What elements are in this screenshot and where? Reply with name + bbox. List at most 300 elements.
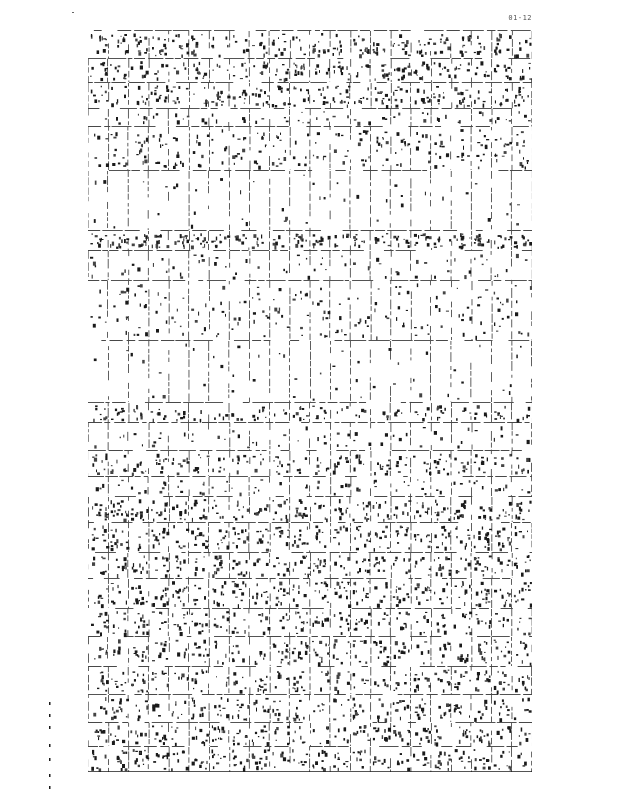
ink-fleck <box>296 65 297 68</box>
ink-fleck <box>126 542 129 544</box>
ink-fleck <box>529 501 531 504</box>
ink-fleck <box>94 602 96 603</box>
ink-fleck <box>131 487 133 490</box>
ink-fleck <box>207 135 209 138</box>
ink-fleck <box>306 647 308 649</box>
ink-fleck <box>286 271 288 273</box>
ink-fleck <box>382 236 384 238</box>
ink-fleck <box>160 511 162 515</box>
ink-fleck <box>153 500 155 504</box>
ink-fleck <box>161 64 164 68</box>
ink-fleck <box>496 47 498 50</box>
ink-fleck <box>205 546 208 549</box>
ink-fleck <box>243 119 245 123</box>
ink-fleck <box>484 657 486 661</box>
ink-fleck <box>468 537 470 540</box>
ink-fleck <box>287 530 289 531</box>
ink-fleck <box>475 430 478 431</box>
ink-fleck <box>153 603 155 607</box>
ink-fleck <box>134 433 137 435</box>
ink-fleck <box>494 418 497 420</box>
ink-fleck <box>385 526 388 529</box>
ink-fleck <box>220 365 223 368</box>
ink-fleck <box>140 245 143 247</box>
ink-fleck <box>447 260 448 262</box>
ink-fleck <box>481 591 482 594</box>
ink-fleck <box>407 291 410 294</box>
ink-fleck <box>494 322 495 326</box>
ink-fleck <box>106 588 108 589</box>
ink-fleck <box>231 488 232 489</box>
ink-fleck <box>244 301 247 303</box>
ink-fleck <box>192 654 195 656</box>
ink-fleck <box>298 163 301 166</box>
ink-fleck <box>140 37 142 38</box>
ink-fleck <box>435 535 437 539</box>
ink-fleck <box>402 69 405 73</box>
ink-fleck <box>427 510 428 514</box>
ink-fleck <box>343 161 346 165</box>
ink-fleck <box>284 157 287 161</box>
ink-fleck <box>478 557 480 559</box>
ink-fleck <box>304 67 305 70</box>
ink-fleck <box>525 589 527 590</box>
ink-fleck <box>159 247 161 249</box>
ink-fleck <box>336 658 339 660</box>
ink-fleck <box>440 41 442 42</box>
ink-fleck <box>215 505 217 507</box>
ink-fleck <box>103 49 105 52</box>
ink-fleck <box>278 573 280 576</box>
ink-fleck <box>388 245 391 246</box>
ink-fleck <box>377 238 379 241</box>
ink-fleck <box>529 79 532 80</box>
ink-fleck <box>238 322 239 326</box>
ink-fleck <box>98 244 101 248</box>
ink-fleck <box>138 285 141 287</box>
ink-fleck <box>112 587 113 591</box>
ink-fleck <box>525 569 527 572</box>
ink-fleck <box>429 468 430 470</box>
ink-fleck <box>504 655 507 658</box>
ink-fleck <box>344 567 345 569</box>
ink-fleck <box>146 335 147 337</box>
ink-fleck <box>102 534 104 535</box>
ink-fleck <box>233 134 235 137</box>
ink-fleck <box>197 71 200 74</box>
ink-fleck <box>284 643 285 644</box>
ink-fleck <box>321 238 324 239</box>
ink-fleck <box>126 514 129 516</box>
ink-fleck <box>140 462 142 466</box>
ink-fleck <box>187 240 190 244</box>
ink-fleck <box>335 235 337 238</box>
ink-fleck <box>235 41 237 43</box>
ink-fleck <box>477 620 479 624</box>
ink-fleck <box>256 593 258 596</box>
ink-fleck <box>527 415 530 417</box>
ink-fleck <box>263 61 265 64</box>
ink-fleck <box>164 415 166 417</box>
ink-fleck <box>478 531 481 535</box>
ink-fleck <box>220 178 223 181</box>
ink-fleck <box>442 146 445 148</box>
ink-fleck <box>334 588 336 589</box>
ink-fleck <box>202 568 205 571</box>
ink-fleck <box>383 98 385 99</box>
ink-fleck <box>336 34 338 37</box>
ink-fleck <box>500 548 502 551</box>
ink-fleck <box>400 88 403 90</box>
ink-fleck <box>263 458 264 460</box>
ink-fleck <box>461 139 464 141</box>
ink-fleck <box>93 95 96 97</box>
ink-fleck <box>234 613 236 617</box>
ink-fleck <box>246 49 249 52</box>
ink-fleck <box>460 558 462 560</box>
ink-fleck <box>486 597 488 600</box>
ink-fleck <box>464 660 466 664</box>
ink-fleck <box>340 68 342 72</box>
ink-fleck <box>294 660 297 663</box>
ink-fleck <box>396 164 398 166</box>
ink-fleck <box>122 566 125 569</box>
ink-fleck <box>282 64 285 65</box>
ink-fleck <box>245 584 246 588</box>
ink-fleck <box>179 45 181 48</box>
ink-fleck <box>437 461 440 465</box>
ink-fleck <box>172 507 175 511</box>
ink-fleck <box>266 144 267 146</box>
ink-fleck <box>386 199 388 202</box>
ink-fleck <box>165 641 167 643</box>
ink-fleck <box>94 458 97 462</box>
ink-fleck <box>227 96 230 99</box>
ink-fleck <box>464 105 465 109</box>
ink-fleck <box>328 236 331 240</box>
ink-fleck <box>137 334 140 336</box>
ink-fleck <box>286 499 288 500</box>
ink-fleck <box>153 135 155 138</box>
ink-fleck <box>297 255 300 257</box>
ink-fleck <box>194 418 196 421</box>
ink-fleck <box>307 574 310 575</box>
ink-fleck <box>479 345 480 347</box>
ink-fleck <box>246 69 247 72</box>
ink-fleck <box>442 542 443 545</box>
ink-fleck <box>183 603 185 606</box>
ink-fleck <box>159 372 162 373</box>
ink-fleck <box>99 239 101 241</box>
ink-fleck <box>515 548 518 549</box>
ink-fleck <box>378 506 381 509</box>
ink-fleck <box>525 644 527 648</box>
ink-fleck <box>301 641 303 645</box>
ink-fleck <box>183 589 185 590</box>
ink-fleck <box>486 602 487 604</box>
ink-fleck <box>462 314 464 317</box>
ink-fleck <box>298 585 299 589</box>
ink-fleck <box>359 455 360 459</box>
ink-fleck <box>279 535 281 538</box>
ink-fleck <box>178 34 180 38</box>
ink-fleck <box>376 258 379 262</box>
ink-fleck <box>235 236 237 238</box>
ink-fleck <box>509 120 511 121</box>
ink-fleck <box>396 461 399 464</box>
ink-fleck <box>341 256 342 258</box>
ink-fleck <box>280 620 283 622</box>
ink-fleck <box>239 302 240 304</box>
ink-fleck <box>296 412 299 415</box>
ink-fleck <box>498 542 500 545</box>
ink-fleck <box>494 68 496 72</box>
ink-fleck <box>278 473 280 475</box>
ink-fleck <box>346 89 349 93</box>
ink-fleck <box>316 654 319 657</box>
ink-fleck <box>401 149 402 151</box>
ink-fleck <box>495 53 498 55</box>
ink-fleck <box>96 514 98 515</box>
ink-fleck <box>521 573 524 577</box>
ink-fleck <box>275 74 277 76</box>
ink-fleck <box>192 621 193 622</box>
ink-fleck <box>434 142 437 145</box>
ink-fleck <box>177 309 178 312</box>
ink-fleck <box>285 656 288 659</box>
ink-fleck <box>495 641 497 642</box>
ink-fleck <box>354 240 356 241</box>
ink-fleck <box>480 255 483 258</box>
ink-fleck <box>364 544 366 548</box>
ink-fleck <box>483 574 484 577</box>
ink-fleck <box>255 487 257 488</box>
ink-fleck <box>475 454 478 457</box>
ink-fleck <box>520 509 523 512</box>
ink-fleck <box>105 91 107 94</box>
ink-fleck <box>110 64 111 66</box>
ink-fleck <box>461 92 464 95</box>
ink-fleck <box>468 563 471 567</box>
ink-fleck <box>341 329 342 332</box>
ink-fleck <box>484 652 485 653</box>
ink-fleck <box>121 36 122 37</box>
ink-fleck <box>440 141 443 145</box>
ink-fleck <box>99 595 102 598</box>
ink-fleck <box>520 76 521 80</box>
ink-fleck <box>241 157 243 160</box>
ink-fleck <box>319 70 320 73</box>
ink-fleck <box>403 139 405 140</box>
ink-fleck <box>324 442 327 444</box>
ink-fleck <box>464 567 466 570</box>
ink-fleck <box>222 537 225 539</box>
ink-fleck <box>213 86 214 89</box>
ink-fleck <box>497 65 499 67</box>
ink-fleck <box>219 65 221 68</box>
ink-fleck <box>396 604 399 607</box>
ink-fleck <box>505 511 506 514</box>
ink-fleck <box>183 238 184 241</box>
ink-fleck <box>421 326 423 329</box>
ink-fleck <box>111 530 113 531</box>
ink-fleck <box>235 273 237 276</box>
ink-fleck <box>429 587 430 588</box>
ink-fleck <box>262 613 264 617</box>
ink-fleck <box>376 150 378 152</box>
ink-fleck <box>529 43 531 46</box>
ink-fleck <box>327 468 330 470</box>
ink-fleck <box>91 34 92 37</box>
ink-fleck <box>440 246 443 247</box>
ink-fleck <box>525 259 528 261</box>
ink-fleck <box>436 503 438 505</box>
ink-fleck <box>418 141 420 143</box>
ink-fleck <box>96 487 99 491</box>
ink-fleck <box>132 264 135 266</box>
ink-fleck <box>281 518 283 520</box>
ink-fleck <box>296 234 299 235</box>
ink-fleck <box>255 603 258 604</box>
ink-fleck <box>489 507 491 510</box>
ink-fleck <box>259 651 262 655</box>
ink-fleck <box>406 593 409 595</box>
ink-fleck <box>141 473 144 474</box>
ink-fleck <box>439 63 441 67</box>
ink-fleck <box>325 102 328 104</box>
ink-fleck <box>375 557 378 561</box>
ink-fleck <box>480 160 482 162</box>
ink-fleck <box>136 154 138 155</box>
ink-fleck <box>144 160 147 164</box>
ink-fleck <box>528 95 529 97</box>
ink-fleck <box>152 245 153 249</box>
ink-fleck <box>204 103 205 104</box>
ink-fleck <box>278 651 280 653</box>
ink-fleck <box>293 415 295 418</box>
ink-fleck <box>401 204 404 208</box>
ink-fleck <box>153 263 154 267</box>
ink-fleck <box>388 99 390 101</box>
ink-fleck <box>324 581 327 583</box>
ink-fleck <box>443 507 446 510</box>
ink-fleck <box>176 560 178 562</box>
ink-fleck <box>465 52 468 53</box>
ink-fleck <box>494 155 497 157</box>
ink-fleck <box>161 612 162 615</box>
ink-fleck <box>443 644 446 647</box>
ink-fleck <box>167 588 169 591</box>
ink-fleck <box>386 615 388 616</box>
ink-fleck <box>300 406 301 409</box>
ink-fleck <box>301 622 303 624</box>
ink-fleck <box>475 73 477 76</box>
ink-fleck <box>443 291 446 294</box>
ink-fleck <box>125 563 127 566</box>
ink-fleck <box>105 456 107 460</box>
ink-fleck <box>153 441 156 443</box>
ink-fleck <box>180 518 182 520</box>
ink-fleck <box>500 102 502 104</box>
ink-fleck <box>323 157 324 160</box>
ink-fleck <box>397 132 400 136</box>
ink-fleck <box>326 118 329 120</box>
ink-fleck <box>295 244 298 248</box>
ink-fleck <box>193 94 194 95</box>
ink-fleck <box>212 507 214 509</box>
ink-fleck <box>406 572 408 575</box>
ink-fleck <box>205 649 207 651</box>
ink-fleck <box>515 526 516 529</box>
ink-fleck <box>426 536 427 538</box>
ink-fleck <box>434 165 437 169</box>
ink-fleck <box>348 484 351 488</box>
ink-fleck <box>510 384 512 387</box>
ink-fleck <box>322 613 323 614</box>
ink-fleck <box>320 288 322 291</box>
ink-fleck <box>144 141 146 144</box>
ink-fleck <box>397 68 400 72</box>
ink-fleck <box>178 86 180 89</box>
ink-fleck <box>398 236 400 238</box>
ink-fleck <box>140 413 142 417</box>
ink-fleck <box>338 133 340 137</box>
ink-fleck <box>385 132 388 134</box>
ink-fleck <box>218 471 220 473</box>
ink-fleck <box>367 627 369 628</box>
ink-fleck <box>216 568 219 571</box>
ink-fleck <box>98 100 99 102</box>
ink-fleck <box>241 530 244 534</box>
ink-fleck <box>507 67 510 69</box>
ink-fleck <box>360 138 363 141</box>
ink-fleck <box>469 413 471 414</box>
ink-fleck <box>152 530 154 532</box>
ink-fleck <box>191 246 194 250</box>
ink-fleck <box>212 114 214 117</box>
ink-fleck <box>455 68 456 71</box>
ink-fleck <box>233 75 235 76</box>
ink-fleck <box>481 582 484 585</box>
ink-fleck <box>369 443 372 447</box>
ink-fleck <box>478 536 481 540</box>
ink-fleck <box>461 53 463 57</box>
ink-fleck <box>171 317 173 320</box>
ink-fleck <box>468 428 470 431</box>
ink-fleck <box>153 116 154 119</box>
ink-fleck <box>298 539 301 541</box>
ink-fleck <box>131 508 133 510</box>
ink-fleck <box>281 661 282 663</box>
ink-fleck <box>226 481 228 483</box>
ink-fleck <box>469 612 472 615</box>
ink-fleck <box>461 441 463 444</box>
ink-fleck <box>112 534 115 538</box>
ink-fleck <box>379 641 382 644</box>
ink-fleck <box>462 582 464 586</box>
ink-fleck <box>487 242 490 243</box>
ink-fleck <box>281 88 283 90</box>
ink-fleck <box>325 644 326 647</box>
ink-fleck <box>509 604 512 607</box>
ink-fleck <box>99 39 101 42</box>
ink-fleck <box>346 406 349 409</box>
ink-fleck <box>233 375 235 378</box>
ink-fleck <box>383 559 386 562</box>
ink-fleck <box>296 626 297 629</box>
ink-fleck <box>143 240 146 242</box>
ink-fleck <box>184 510 186 514</box>
